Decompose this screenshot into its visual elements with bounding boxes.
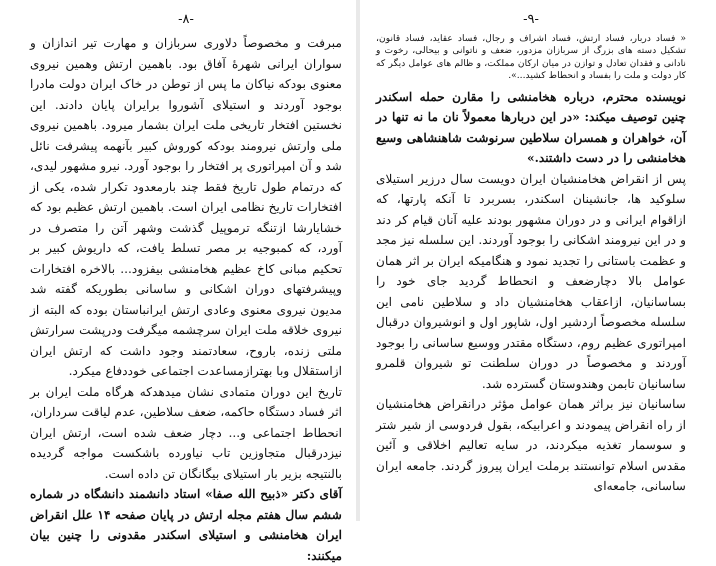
right-page — [360, 0, 716, 521]
right-page-number: -۹- — [523, 12, 539, 27]
right-footnote-quote: « فساد دربار، فساد ارتش، فساد اشراف و رجال، فساد عقاید، فساد قانون، تشکیل دسته های بزرگ از سربازان مزدور، ضعف و ناتوانی و بیحالی، رخوت و نادانی و فقدان تعادل و توازن در میان ارکان مملکت، و ظالم های عوامل دیگر که کار دولت و ملت را بفساد و انحطاط کشید...». — [376, 33, 686, 82]
left-paragraph-2: تاریخ این دوران متمادی نشان میدهدکه هرگاه ملت ایران بر اثر فساد دستگاه حاکمه، ضعف سلاطین، عدم لیاقت سرداران، انحطاط اجتماعی و... دچار ضعف شده است، ارتش ایران نیزدرقبال متجاوزین تاب نیاورده باشکست مواجه گردیده بالنتیجه بزیر بار استیلای بیگانگان تن داده است. — [30, 384, 342, 481]
left-page-number: -۸- — [178, 12, 194, 27]
left-paragraph-3: آقای دکتر «ذبیح الله صفا» استاد دانشمند دانشگاه در شماره ششم سال هفتم مجله ارتش در پایان صفحه ۱۴ علل انقراض ایران هخامنشی و استیلای اسکندر مقدونی را چنین بیان میکنند: — [30, 487, 343, 563]
right-paragraph-1: نویسنده محترم، درباره هخامنشی را مقارن حمله اسکندر چنین توصیف میکند: «در این دربارها معمولاً نان ما نه تنها در آن، خواهران و همسران سلاطین سرنوشت شاهنشاهی وسیع هخامنشی را در دست داشتند.» — [376, 89, 686, 166]
left-page — [0, 0, 356, 563]
right-paragraph-2: پس از انقراض هخامنشیان ایران دویست سال درزیر استیلای سلوکید ها، جانشینان اسکندر، بسربرد تا آنکه پارتها، که ازاقوام ایرانی و در دوران مشهور بودند علیه آنان قیام کر دند و در این نیرومند اشکانی را بوجود آوردند. این سلسله نیز مجد و عظمت باستانی را تجدید نمود و هنگامیکه ایران بر اثر همان عوامل بالا دچارضعف و انحطاط گردید جای خود را بساسانیان، ازاعقاب هخامنشیان داد و سلاطین نامی این سلسله مخصوصاً اردشیر اول، شاپور اول و انوشیروان درقبال امپراتوری عظیم روم، دستگاه مقتدر ووسیع ساسانی را بوجود آوردند و مخصوصاً در دوران سلطنت تو شیروان قلمرو ساسانیان تابمن وهندوستان گسترده شد. — [376, 171, 686, 391]
right-paragraph-3: ساسانیان نیز براثر همان عوامل مؤثر درانقراض هخامنشیان از راه انقراض پیمودند و اعرابیکه، بقول فردوسی از شیر شتر و سوسمار تغذیه میکردند، در سایه تعالیم اخلاقی و آئین مقدس اسلام توانستند برملت ایران پیروز گردند. جامعه ایران ساسانی، جامعه‌ای — [376, 397, 686, 494]
left-paragraph-1: مبرفت و مخصوصاً دلاوری سربازان و مهارت تیر اندازان و سواران ایرانی شهرهٔ آفاق بود. باهمین ارتش وهمین نیروی معنوی بودکه نیاکان ما پس از توطن در خاک ایران دولت مادرا بوجود آوردند و استیلای آشوروا برایران پایان دادند. این نخستین افتخار تاریخی ملت ایران بشمار میرود. باهمین نیروی ملی وارتش نیرومند بودکه کوروش کبیر بآنهمه پیشرفت نائل شد و آن امپراتوری پر افتخار را بوجود آورد. نیرو مشهور لیدی، که درتمام طول تاریخ فقط چند بارمعدود تکرار شده، یکی از افتخارات تاریخ نظامی ایران است. باهمین ارتش عظیم بود که خشایارشا ازتنگه ترموپیل گذشت وشهر آتن را متصرف در آورد، که کمبوجیه بر مصر تسلط یافت، که داریوش کبیر بر تحکیم مبانی کاخ عظیم هخامنشی بیفزود... بالاخره افتخارات وپیشرفتهای دوران اشکانی و ساسانی بطوریکه گفته شد مدیون نیروی معنوی وعادی ارتش ایرانباستان بوده که البته از نیروی خلاقه ملت ایران سرچشمه میگرفت ودرپشت سرارتش ملتی زنده، باروح، سعادتمند وجود داشت که ارتش ایران ازاستقلال وبا بهترازمساعدت اجتماعی خوددفاع میکرد. — [30, 36, 342, 378]
